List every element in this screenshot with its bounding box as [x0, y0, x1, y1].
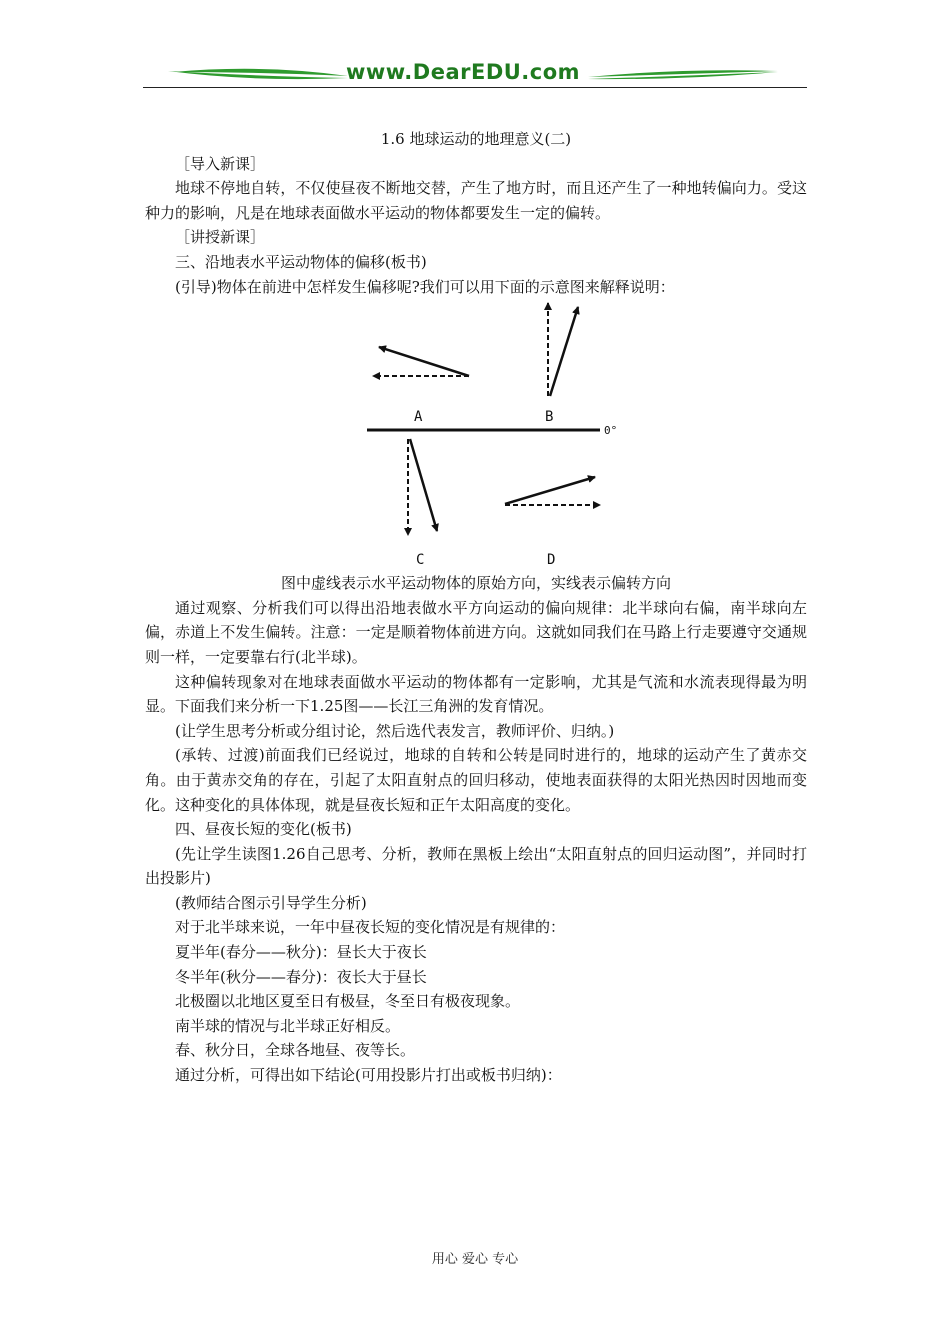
paragraph: 冬半年(秋分——春分)：夜长大于昼长 [175, 967, 427, 986]
paragraph: 这种偏转现象对在地球表面做水平运动的物体都有一定影响，尤其是气流和水流表现得最为明显。下面我们来分析一下1.25图——长江三角洲的发育情况。 [145, 672, 807, 716]
paragraph: (引导)物体在前进中怎样发生偏移呢?我们可以用下面的示意图来解释说明： [175, 277, 675, 296]
paragraph: ［讲授新课］ [175, 228, 266, 247]
arrow-c-deflected [410, 439, 437, 531]
page-footer: 用心 爱心 专心 [431, 1252, 519, 1267]
paragraph: (先让学生读图1.26自己思考、分析，教师在黑板上绘出“太阳直射点的回归运动图”，并同时打出投影片) [145, 844, 807, 888]
paragraph: 春、秋分日，全球各地昼、夜等长。 [175, 1041, 416, 1060]
arrow-d-deflected [505, 477, 595, 504]
deflection-diagram-svg [145, 299, 807, 571]
page-header [143, 60, 807, 90]
arrow-a-deflected [379, 347, 469, 376]
paragraph: (承转、过渡)前面我们已经说过，地球的自转和公转是同时进行的，地球的运动产生了黄赤交角。由于黄赤交角的存在，引起了太阳直射点的回归移动，使地表面获得的太阳光热因时因地而变化。这种变化的具体体现，就是昼夜长短和正午太阳高度的变化。 [145, 746, 807, 814]
label-c: C [416, 552, 425, 569]
section-heading: 三、沿地表水平运动物体的偏移(板书) [175, 252, 427, 271]
section-heading: 四、昼夜长短的变化(板书) [175, 820, 352, 839]
label-a: A [414, 409, 423, 426]
paragraph: 北极圈以北地区夏至日有极昼，冬至日有极夜现象。 [175, 992, 521, 1011]
paragraph: 通过观察、分析我们可以得出沿地表做水平方向运动的偏向规律：北半球向右偏，南半球向左偏，赤道上不发生偏转。注意：一定是顺着物体前进方向。这就如同我们在马路上行走要遵守交通规则一样，一定要靠右行(北半球)。 [145, 598, 807, 666]
paragraph: 夏半年(春分——秋分)：昼长大于夜长 [175, 943, 427, 962]
paragraph: (让学生思考分析或分组讨论，然后选代表发言，教师评价、归纳。) [175, 721, 615, 740]
deflection-diagram [145, 299, 807, 571]
equator-label: 0° [604, 424, 618, 438]
site-logo: www.DearEDU.com [345, 60, 581, 84]
label-d: D [547, 552, 556, 569]
document-title: 1.6 地球运动的地理意义(二) [380, 130, 572, 148]
figure-caption: 图中虚线表示水平运动物体的原始方向，实线表示偏转方向 [280, 574, 671, 593]
label-b: B [545, 409, 554, 426]
paragraph: ［导入新课］ [175, 154, 266, 173]
paragraph: 通过分析，可得出如下结论(可用投影片打出或板书归纳)： [175, 1066, 562, 1085]
paragraph: (教师结合图示引导学生分析) [175, 893, 367, 912]
header-rule [143, 87, 807, 88]
paragraph: 对于北半球来说，一年中昼夜长短的变化情况是有规律的： [175, 918, 566, 937]
paragraph: 地球不停地自转，不仅使昼夜不断地交替，产生了地方时，而且还产生了一种地转偏向力。受这种力的影响，凡是在地球表面做水平运动的物体都要发生一定的偏转。 [145, 179, 807, 222]
document-body [145, 127, 807, 1088]
arrow-b-deflected [550, 307, 578, 396]
paragraph: 南半球的情况与北半球正好相反。 [175, 1016, 401, 1035]
